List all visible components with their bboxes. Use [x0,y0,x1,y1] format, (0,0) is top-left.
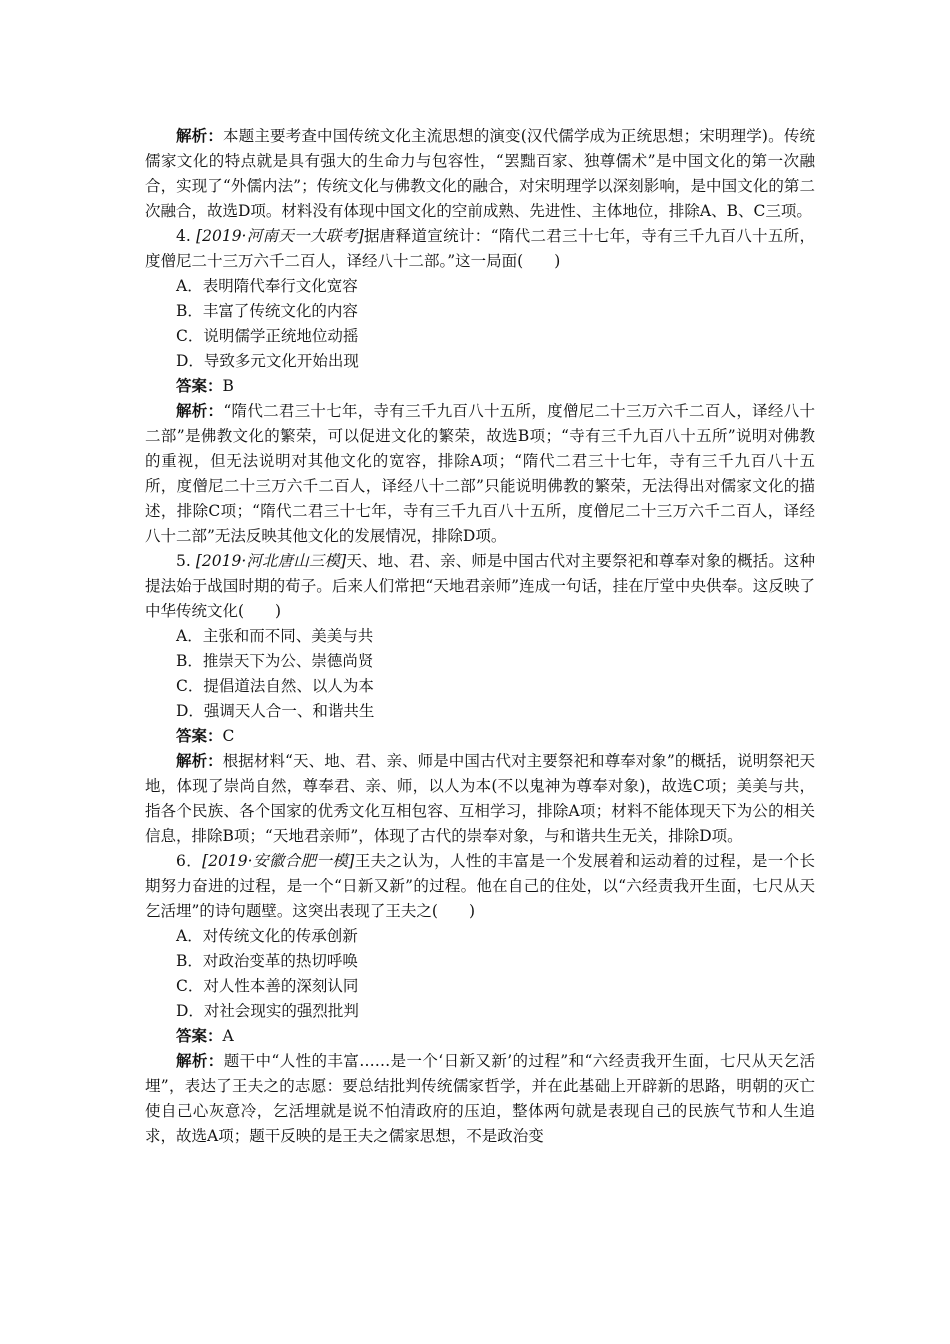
answer-line [145,724,815,749]
answer-value: A [222,1027,234,1045]
answer-label: 答案： [176,377,223,395]
question-text: 据唐释道宣统计：“隋代二君三十七年，寺有三千九百八十五所，度僧尼二十三万六千二百人，译经八十二部。”这一局面( ) [145,227,815,270]
analysis-label: 解析： [176,752,223,770]
analysis-text: 题干中“人性的丰富……是一个‘日新又新’的过程”和“六经责我开生面，七尺从天乞活埋”，表达了王夫之的志愿：要总结批判传统儒家哲学，并在此基础上开辟新的思路，明朝的灭亡使自己心灰意冷，乞活埋就是说不怕清政府的压迫，整体两句就是表现自己的民族气节和人生追求，故选A项；题干反映的是王夫之儒家思想，不是政治变 [145,1052,815,1145]
question-source: [2019·河南天一大联考] [196,227,364,245]
answer-label: 答案： [176,1027,223,1045]
answer-line [145,374,815,399]
option-a: A．对传统文化的传承创新 [176,927,358,945]
option-d: D．强调天人合一、和谐共生 [176,702,375,720]
question-source: [2019·河北唐山三模] [195,552,347,570]
analysis-text: 本题主要考查中国传统文化主流思想的演变(汉代儒学成为正统思想；宋明理学)。传统儒家文化的特点就是具有强大的生命力与包容性，“罢黜百家、独尊儒术”是中国文化的第一次融合，实现了“外儒内法”；传统文化与佛教文化的融合，对宋明理学以深刻影响，是中国文化的第二次融合，故选D项。材料没有体现中国文化的空前成熟、先进性、主体地位，排除A、B、C三项。 [145,127,815,220]
option-b: B．对政治变革的热切呼唤 [176,952,358,970]
analysis-paragraph [145,1049,815,1149]
option-d: D．导致多元文化开始出现 [176,352,359,370]
option-d: D．对社会现实的强烈批判 [176,1002,359,1020]
option-c: C．对人性本善的深刻认同 [176,977,359,995]
analysis-paragraph [145,749,815,849]
question-stem [145,224,815,274]
question-text: 天、地、君、亲、师是中国古代对主要祭祀和尊奉对象的概括。这种提法始于战国时期的荀子。后来人们常把“天地君亲师”连成一句话，挂在厅堂中央供奉。这反映了中华传统文化( ) [145,552,815,620]
answer-label: 答案： [176,727,223,745]
option-a: A．主张和而不同、美美与共 [176,627,374,645]
option-b: B．丰富了传统文化的内容 [176,302,358,320]
question-number: 4. [176,227,191,245]
option-c: C．提倡道法自然、以人为本 [176,677,374,695]
analysis-label: 解析： [176,127,224,145]
answer-value: B [222,377,234,395]
option-c: C．说明儒学正统地位动摇 [176,327,359,345]
option-b: B．推崇天下为公、崇德尚贤 [176,652,374,670]
option-a: A．表明隋代奉行文化宽容 [176,277,358,295]
q3-analysis [145,124,815,224]
analysis-text: “隋代二君三十七年，寺有三千九百八十五所，度僧尼二十三万六千二百人，译经八十二部”是佛教文化的繁荣，可以促进文化的繁荣，故选B项；“寺有三千九百八十五所”说明对佛教的重视，但无法说明对其他文化的宽容，排除A项；“隋代二君三十七年，寺有三千九百八十五所，度僧尼二十三万六千二百人，译经八十二部”只能说明佛教的繁荣，无法得出对儒家文化的描述，排除C项；“隋代二君三十七年，寺有三千九百八十五所，度僧尼二十三万六千二百人，译经八十二部”无法反映其他文化的发展情况，排除D项。 [145,402,815,545]
question-number: 6． [176,852,203,870]
analysis-label: 解析： [176,402,224,420]
answer-line [145,1024,815,1049]
question-text: 王夫之认为，人性的丰富是一个发展着和运动着的过程，是一个长期努力奋进的过程，是一个“日新又新”的过程。他在自己的住处，以“六经责我开生面，七尺从天乞活埋”的诗句题壁。这突出表现了王夫之( ) [145,852,815,920]
analysis-label: 解析： [176,1052,224,1070]
analysis-text: 根据材料“天、地、君、亲、师是中国古代对主要祭祀和尊奉对象”的概括，说明祭祀天地，体现了崇尚自然，尊奉君、亲、师，以人为本(不以鬼神为尊奉对象)，故选C项；美美与共，指各个民族、各个国家的优秀文化互相包容、互相学习，排除A项；材料不能体现天下为公的相关信息，排除B项；“天地君亲师”，体现了古代的崇奉对象，与和谐共生无关，排除D项。 [145,752,815,845]
answer-value: C [222,727,235,745]
question-stem [145,849,815,924]
question-source: [2019·安徽合肥一模] [202,852,355,870]
document-page [145,124,815,1149]
analysis-paragraph [145,399,815,549]
question-stem [145,549,815,624]
question-number: 5. [176,552,191,570]
